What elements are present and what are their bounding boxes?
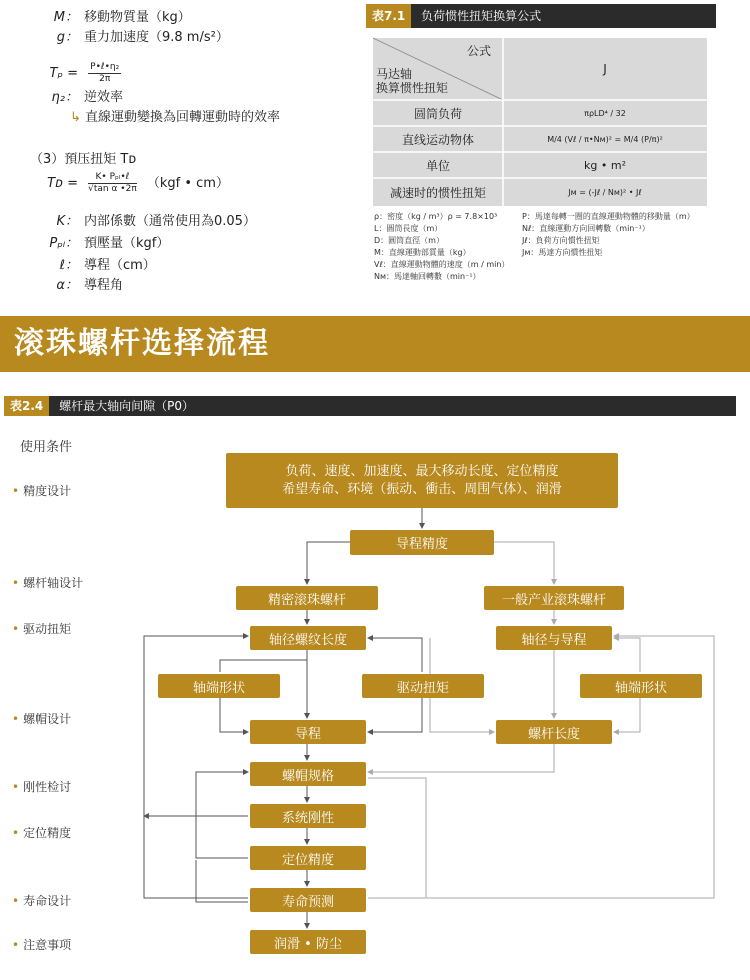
eta-note: 直線運動變換為回轉運動時的效率 [85, 110, 281, 125]
stage-label-text: 寿命设计 [23, 894, 72, 908]
table71-corner-bottom: 马达轴 换算惯性扭矩 [376, 67, 449, 95]
table24-title: 螺杆最大轴向间隙（P0） [59, 399, 194, 413]
stage-label-text: 螺帽设计 [23, 712, 72, 726]
section-banner: 滚珠螺杆选择流程 [0, 316, 750, 372]
note-item: Jм：馬達方向慣性扭矩 [522, 248, 603, 257]
td-denominator: √tan α •2π [88, 184, 137, 194]
conditions-line-1: 负荷、速度、加速度、最大移动长度、定位精度 [285, 463, 559, 479]
stage-label-text: 定位精度 [23, 826, 72, 840]
symbol-ppl: Pₚₗ： [49, 236, 78, 251]
screw-length-box: 螺杆长度 [496, 720, 612, 744]
stage-label: • 螺杆轴设计 [12, 576, 84, 590]
table71-header-value: J [603, 62, 607, 76]
general-ballscrew-box: 一般产业滚珠螺杆 [484, 586, 624, 610]
tp-numerator: P•ℓ•η₂ [90, 62, 120, 72]
stage-label-text: 驱动扭矩 [23, 622, 72, 636]
td-unit: （kgf • cm） [146, 176, 229, 191]
table71-row-label: 减速时的惯性扭矩 [389, 185, 486, 200]
stage-label: • 注意事项 [12, 938, 72, 952]
nut-spec-box: 螺帽规格 [250, 762, 366, 786]
def-g: 重力加速度（9.8 m/s²） [84, 30, 229, 45]
conditions-box [226, 453, 618, 508]
positioning-accuracy-box: 定位精度 [250, 846, 366, 870]
conditions-line-2: 希望寿命、环境（振动、衝击、周围气体）、润滑 [282, 481, 562, 497]
tp-denominator: 2π [99, 74, 111, 84]
symbol-l: ℓ： [59, 258, 78, 273]
lead-box: 导程 [250, 720, 366, 744]
section-3-title: （3）預压扭矩 Tᴅ [30, 152, 137, 167]
table71-row-formula: M/4 (Vℓ / π•Nм)² = M/4 (P/π)² [547, 134, 663, 144]
table71-title: 负荷惯性扭矩换算公式 [421, 9, 542, 23]
def-k: 内部係數（通常使用為0.05） [84, 214, 256, 229]
note-item: D：圓筒直徑（m） [374, 236, 444, 245]
symbol-k: K： [56, 214, 78, 229]
shaft-end-shape-right-box: 轴端形状 [580, 674, 702, 698]
note-item: ρ：密度（kg / m³）ρ = 7.8×10³ [374, 212, 498, 221]
symbol-tp: Tₚ = [49, 66, 78, 81]
stage-label-text: 螺杆轴设计 [23, 576, 84, 590]
table71-row-formula: kg • m² [584, 158, 626, 172]
stage-label-text: 注意事项 [23, 938, 72, 952]
system-rigidity-box: 系统刚性 [250, 804, 366, 828]
table71-tag: 表7.1 [366, 4, 411, 28]
stage-label: • 驱动扭矩 [12, 622, 72, 636]
drive-torque-box: 驱动扭矩 [362, 674, 484, 698]
stage-label: • 精度设计 [12, 484, 72, 498]
symbol-m: M： [53, 10, 78, 25]
td-numerator: K• Pₚₗ•ℓ [88, 172, 137, 184]
precision-ballscrew-box: 精密滚珠螺杆 [236, 586, 378, 610]
table71-row-formula: Jм = (-Jℓ / Nм)² • Jℓ [568, 187, 642, 197]
stage-label: • 螺帽设计 [12, 712, 72, 726]
def-m: 移動物質量（kg） [84, 10, 191, 25]
table71-row-formula: πρLD⁴ / 32 [584, 108, 626, 118]
stage-label-text: 刚性检讨 [23, 780, 72, 794]
shaft-thread-length-box: 轴径螺纹长度 [250, 626, 366, 650]
symbol-eta: η₂： [51, 90, 78, 105]
def-eta: 逆效率 [84, 90, 124, 105]
table71-row-label: 直线运动物体 [401, 132, 474, 147]
def-alpha: 導程角 [84, 278, 124, 293]
stage-label: • 定位精度 [12, 826, 72, 840]
note-item: L：圓筒長度（m） [374, 224, 443, 233]
symbol-alpha: α： [56, 278, 78, 293]
note-item: Jℓ：負荷方向慣性扭矩 [522, 236, 600, 245]
lead-accuracy-box: 导程精度 [350, 530, 494, 555]
note-item: Vℓ：直線運動物體的速度（m / min） [374, 260, 510, 269]
life-prediction-box: 寿命预测 [250, 888, 366, 912]
table71-corner-top: 公式 [466, 43, 491, 58]
shaft-end-shape-left-box: 轴端形状 [158, 674, 280, 698]
table71-row-label: 圆筒负荷 [413, 106, 462, 121]
shaft-and-lead-box: 轴径与导程 [496, 626, 612, 650]
stage-label-text: 精度设计 [23, 484, 72, 498]
def-ppl: 預壓量（kgf） [84, 236, 170, 251]
table24-tag: 表2.4 [4, 396, 49, 416]
lubrication-dustproof-box: 润滑 • 防尘 [250, 930, 366, 954]
def-l: 導程（cm） [84, 258, 156, 273]
table71-row-label: 单位 [425, 158, 450, 173]
stage-label: • 寿命设计 [12, 894, 72, 908]
note-item: Nм：馬達軸回轉數（min⁻¹） [374, 272, 481, 281]
note-item: M：直線運動部質量（kg） [374, 248, 471, 257]
corner-arrow-icon: ↳ [70, 110, 81, 125]
note-item: Nℓ：直線運動方向回轉數（min⁻¹） [522, 224, 650, 233]
stage-header: 使用条件 [20, 440, 73, 455]
symbol-g: g： [56, 30, 78, 45]
stage-label: • 刚性检讨 [12, 780, 72, 794]
note-item: P：馬達每轉一圈的直線運動物體的移動量（m） [522, 212, 695, 221]
symbol-td: Tᴅ = [47, 176, 78, 191]
